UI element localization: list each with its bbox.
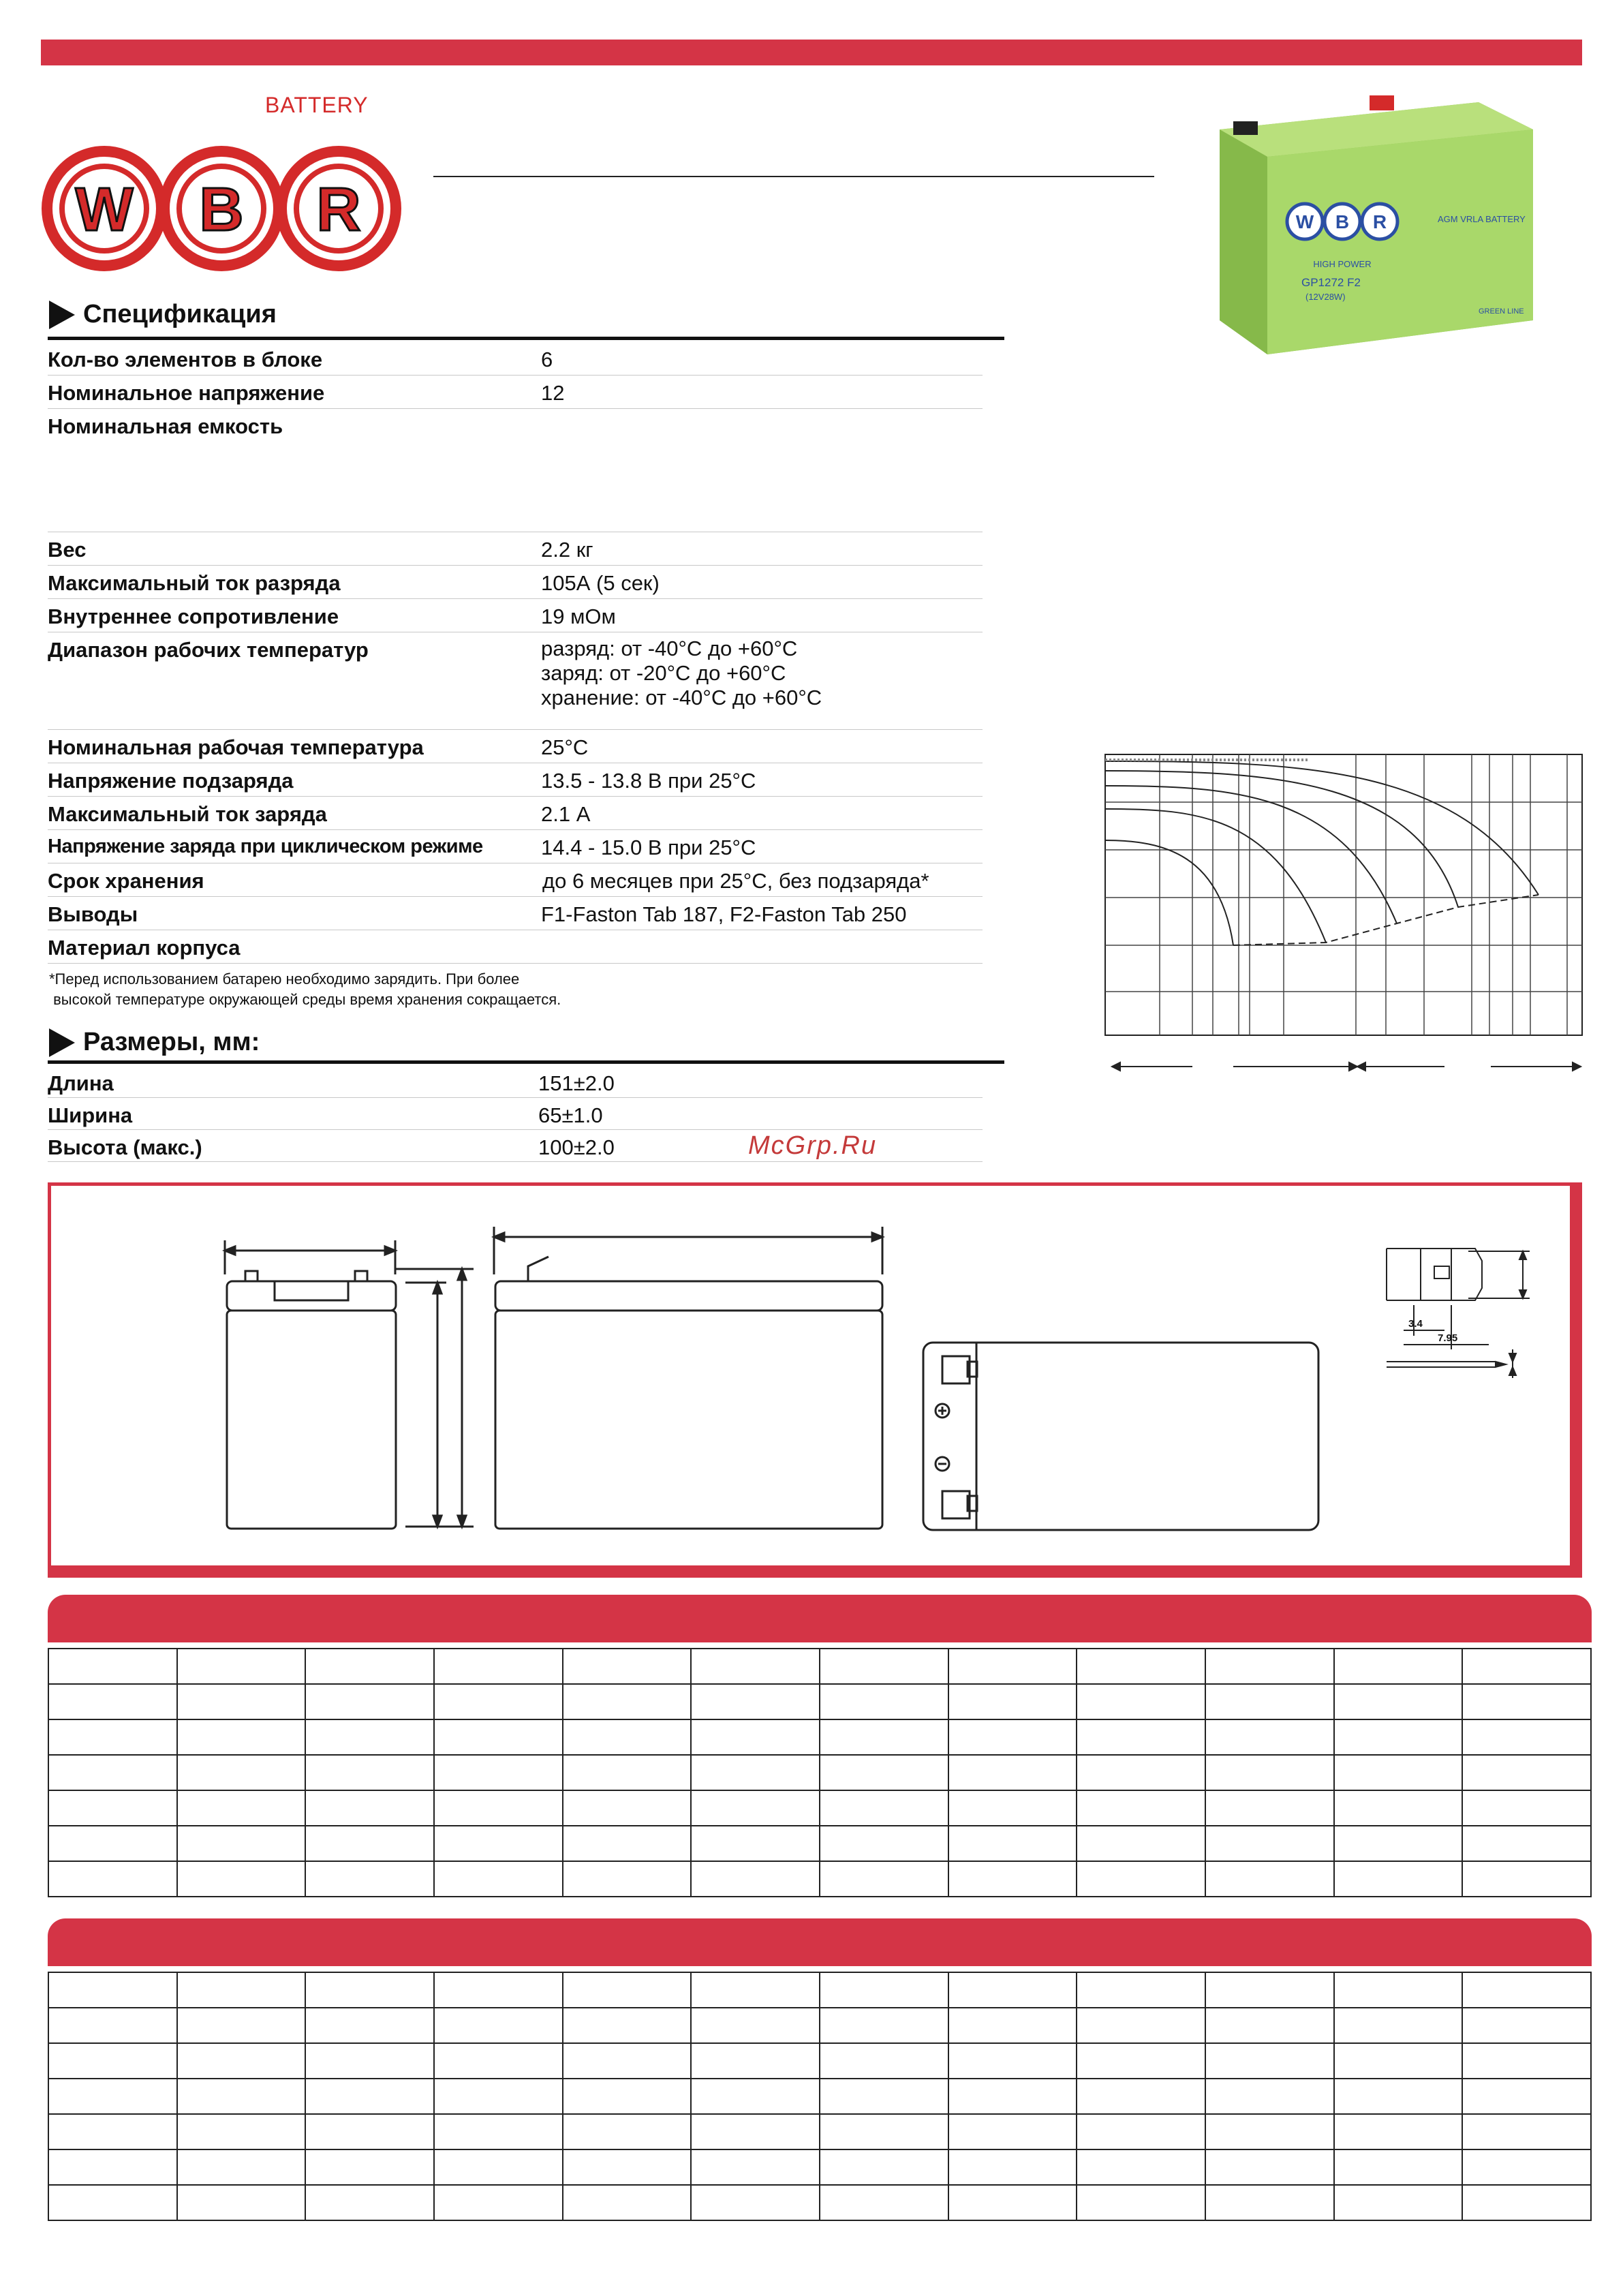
triangle-icon bbox=[49, 1028, 75, 1057]
dimension-label: Высота (макс.) bbox=[48, 1135, 202, 1159]
table-1-grid bbox=[48, 1648, 1592, 1897]
top-accent-bar bbox=[41, 40, 1582, 65]
spec-value-line: хранение: от -40°С до +60°С bbox=[541, 686, 822, 709]
spec-row bbox=[48, 730, 983, 763]
spec-label: Номинальное напряжение bbox=[48, 381, 325, 405]
front-view-drawing bbox=[494, 1227, 882, 1529]
spec-label: Кол-во элементов в блоке bbox=[48, 348, 323, 371]
spec-value-line: разряд: от -40°С до +60°С bbox=[541, 637, 798, 660]
dimension-row bbox=[48, 1098, 983, 1130]
side-view-drawing bbox=[225, 1240, 474, 1529]
table-2-header-bar bbox=[48, 1918, 1592, 1966]
table-row bbox=[48, 2043, 1591, 2079]
footnote-line: высокой температуре окружающей среды время хранения сокращается. bbox=[49, 991, 561, 1008]
spec-value: 25°С bbox=[541, 735, 589, 759]
spec-heading bbox=[49, 300, 277, 329]
table-row bbox=[48, 1790, 1591, 1826]
dimension-row bbox=[48, 1066, 983, 1098]
battery-product-image bbox=[1179, 89, 1547, 361]
dimension-label: Ширина bbox=[48, 1103, 133, 1127]
logo-word: BATTERY bbox=[265, 93, 369, 117]
spec-label: Напряжение подзаряда bbox=[48, 769, 294, 793]
spec-value: 13.5 - 13.8 В при 25°С bbox=[541, 769, 756, 793]
table-row bbox=[48, 1826, 1591, 1861]
spec-label: Материал корпуса bbox=[48, 936, 241, 960]
spec-value-line: заряд: от -20°С до +60°С bbox=[541, 661, 786, 685]
spec-label: Максимальный ток заряда bbox=[48, 802, 327, 826]
spec-footnote bbox=[49, 969, 561, 1010]
label-letter-b: B bbox=[1335, 211, 1350, 232]
discharge-curves-chart bbox=[1104, 753, 1584, 1094]
wbr-logo bbox=[37, 89, 419, 286]
table-row bbox=[48, 2114, 1591, 2149]
label-letter-w: W bbox=[1295, 211, 1314, 232]
label-brand-sub: HIGH POWER bbox=[1313, 259, 1372, 269]
spec-row bbox=[48, 409, 983, 532]
spec-label: Срок хранения bbox=[48, 869, 204, 893]
table-row bbox=[48, 1649, 1591, 1684]
spec-row bbox=[48, 632, 983, 730]
table-1-header-bar bbox=[48, 1595, 1592, 1642]
spec-value: 6 bbox=[541, 348, 553, 371]
spec-row bbox=[48, 763, 983, 797]
spec-value: 12 bbox=[541, 381, 565, 405]
spec-value: 2.2 кг bbox=[541, 538, 593, 562]
spec-row bbox=[48, 532, 983, 566]
spec-row bbox=[48, 566, 983, 599]
title-line bbox=[433, 176, 1154, 177]
table-2-grid bbox=[48, 1972, 1592, 2221]
watermark: McGrp.Ru bbox=[748, 1131, 878, 1160]
table-row bbox=[48, 1755, 1591, 1790]
spec-value-multiline bbox=[541, 637, 822, 710]
spec-row bbox=[48, 376, 983, 409]
spec-value: 2.1 А bbox=[541, 802, 591, 826]
logo-letter-w: W bbox=[75, 176, 134, 244]
spec-label: Диапазон рабочих температур bbox=[48, 638, 369, 662]
dimension-value: 100±2.0 bbox=[538, 1135, 615, 1159]
spec-label: Выводы bbox=[48, 902, 138, 926]
table-row bbox=[48, 1861, 1591, 1897]
table-row bbox=[48, 1972, 1591, 2008]
dimension-label: Длина bbox=[48, 1071, 114, 1095]
top-view-drawing bbox=[923, 1343, 1318, 1530]
label-type: AGM VRLA BATTERY bbox=[1438, 214, 1526, 224]
spec-label: Максимальный ток разряда bbox=[48, 571, 341, 595]
spec-row bbox=[48, 863, 983, 897]
table-row bbox=[48, 1719, 1591, 1755]
table-row bbox=[48, 2149, 1591, 2185]
dimensions-rule bbox=[48, 1060, 1004, 1064]
terminal-dim-b: 7.95 bbox=[1438, 1332, 1458, 1344]
terminal-dim-a: 3.4 bbox=[1408, 1318, 1423, 1330]
spec-rule bbox=[48, 337, 1004, 340]
spec-value: до 6 месяцев при 25°С, без подзаряда* bbox=[542, 869, 929, 893]
spec-row bbox=[48, 342, 983, 376]
spec-row bbox=[48, 830, 983, 863]
spec-row bbox=[48, 930, 983, 964]
chart-axis-arrows bbox=[1112, 1062, 1581, 1071]
spec-row bbox=[48, 599, 983, 632]
spec-value: 14.4 - 15.0 В при 25°С bbox=[541, 836, 756, 859]
spec-value: F1-Faston Tab 187, F2-Faston Tab 250 bbox=[541, 902, 907, 926]
spec-row bbox=[48, 797, 983, 830]
table-row bbox=[48, 2185, 1591, 2220]
logo-rings bbox=[37, 89, 419, 286]
spec-label: Напряжение заряда при циклическом режиме bbox=[48, 836, 483, 857]
table-row bbox=[48, 2008, 1591, 2043]
spec-value: 19 мОм bbox=[541, 604, 616, 628]
label-series: GREEN LINE bbox=[1479, 307, 1524, 316]
logo-letter-r: R bbox=[316, 176, 361, 244]
dimensions-title: Размеры, мм: bbox=[83, 1028, 260, 1056]
triangle-icon bbox=[49, 301, 75, 329]
spec-value: 105А (5 сек) bbox=[541, 571, 660, 595]
dimension-value: 151±2.0 bbox=[538, 1071, 615, 1095]
technical-drawings bbox=[51, 1186, 1567, 1561]
terminal-detail-drawing bbox=[1387, 1249, 1530, 1378]
spec-label: Внутреннее сопротивление bbox=[48, 604, 339, 628]
dimension-value: 65±1.0 bbox=[538, 1103, 603, 1127]
spec-label: Номинальная емкость bbox=[48, 414, 283, 438]
table-row bbox=[48, 1684, 1591, 1719]
spec-row bbox=[48, 897, 983, 930]
spec-label: Номинальная рабочая температура bbox=[48, 735, 424, 759]
logo-letter-b: B bbox=[199, 176, 244, 244]
table-row bbox=[48, 2079, 1591, 2114]
footnote-line: *Перед использованием батарею необходимо зарядить. При более bbox=[49, 970, 520, 988]
dimensions-heading bbox=[49, 1028, 260, 1057]
spec-label: Вес bbox=[48, 538, 87, 562]
label-model: GP1272 F2 bbox=[1301, 276, 1361, 289]
spec-title: Спецификация bbox=[83, 300, 277, 328]
label-rating: (12V28W) bbox=[1305, 292, 1346, 302]
label-letter-r: R bbox=[1372, 211, 1387, 232]
